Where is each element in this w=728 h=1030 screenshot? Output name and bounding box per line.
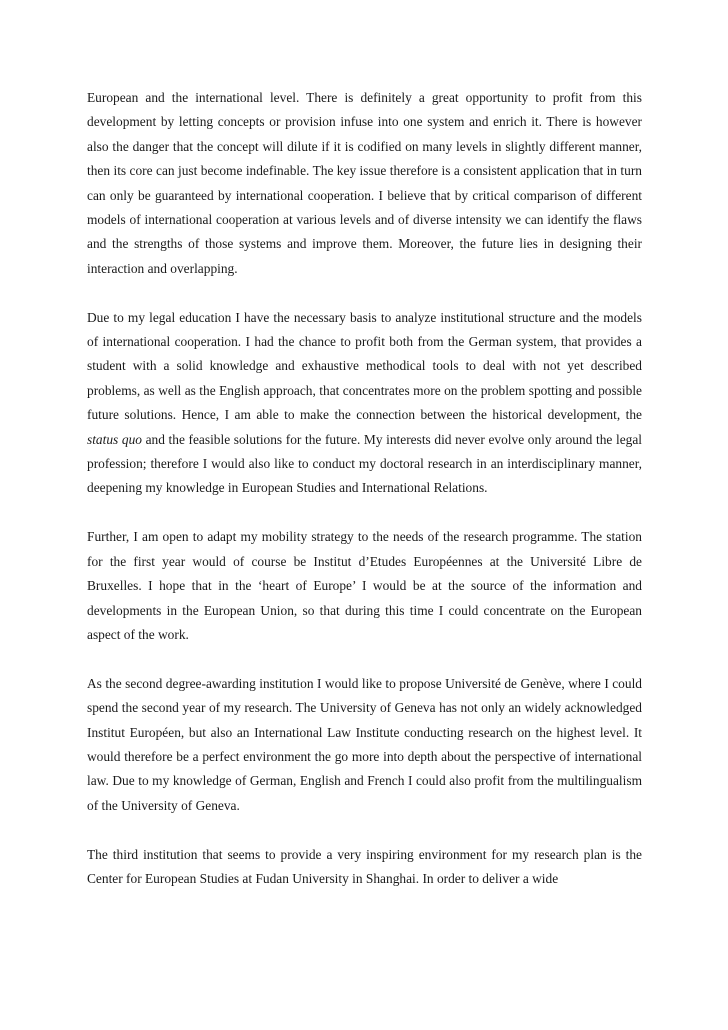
paragraph-legal-education bbox=[87, 306, 642, 501]
status-quo-italic: status quo bbox=[87, 431, 142, 447]
paragraph-second-institution: As the second degree-awarding institution I would like to propose Université de Genève, where I could spend the second year of my research. The University of Geneva has not only an widely acknowledged Institut Européen, but also an International Law Institute conducting research on the highest level. It would therefore be a perfect environment the go more into depth about the perspective of international law. Due to my knowledge of German, English and French I could also profit from the multilingualism of the University of Geneva. bbox=[87, 675, 642, 813]
document-page bbox=[87, 86, 642, 891]
paragraph-legal-education-text-end: and the feasible solutions for the future. My interests did never evolve only around the legal profession; therefore I would also like to conduct my doctoral research in an interdisciplinary manner, deepening my knowledge in European Studies and International Relations. bbox=[87, 431, 642, 496]
paragraph-third-institution: The third institution that seems to provide a very inspiring environment for my research plan is the Center for European Studies at Fudan University in Shanghai. In order to deliver a wide bbox=[87, 846, 642, 886]
paragraph-legal-education-text-start: Due to my legal education I have the necessary basis to analyze institutional structure and the models of international cooperation. I had the chance to profit both from the German system, that provides a student with a solid knowledge and exhaustive methodical tools to deal with not yet described problems, as well as the English approach, that concentrates more on the problem spotting and possible future solutions. Hence, I am able to make the connection between the historical development, the bbox=[87, 309, 642, 423]
paragraph-mobility-strategy: Further, I am open to adapt my mobility strategy to the needs of the research programme. The station for the first year would of course be Institut d’Etudes Européennes at the Université Libre de Bruxelles. I hope that in the ‘heart of Europe’ I would be at the source of the information and developments in the European Union, so that during this time I could concentrate on the European aspect of the work. bbox=[87, 529, 642, 642]
paragraph-international-level: European and the international level. There is definitely a great opportunity to profit from this development by letting concepts or provision infuse into one system and enrich it. There is however also the danger that the concept will dilute if it is codified on many levels in slightly different manner, then its core can just become indefinable. The key issue therefore is a consistent application that in turn can only be guaranteed by international cooperation. I believe that by critical comparison of different models of international cooperation at various levels and of diverse intensity we can identify the flaws and the strengths of those systems and improve them. Moreover, the future lies in designing their interaction and overlapping. bbox=[87, 90, 642, 276]
